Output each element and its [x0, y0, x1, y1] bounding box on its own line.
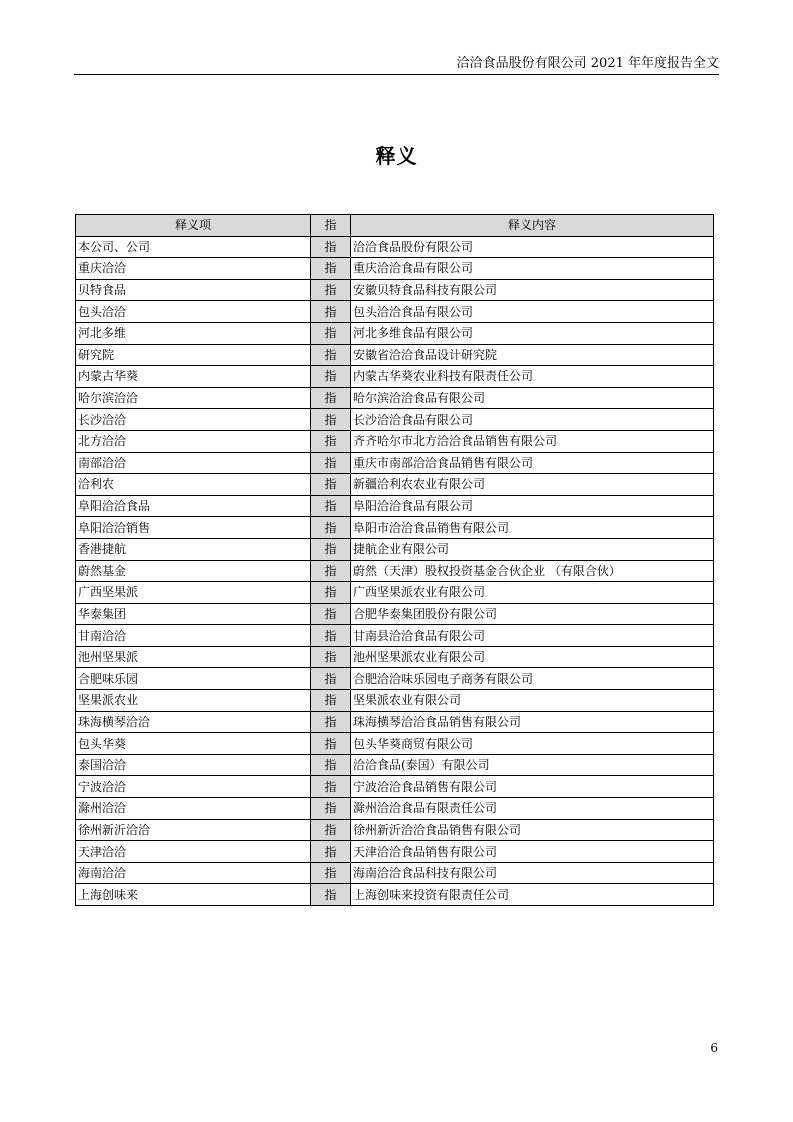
cell-term: 泰国洽洽 — [76, 754, 311, 776]
table-row — [76, 862, 714, 884]
cell-term: 蔚然基金 — [76, 560, 311, 582]
cell-ref: 指 — [311, 258, 351, 280]
cell-ref: 指 — [311, 798, 351, 820]
cell-ref: 指 — [311, 646, 351, 668]
table-row — [76, 560, 714, 582]
table-row — [76, 344, 714, 366]
cell-term: 天津洽洽 — [76, 841, 311, 863]
cell-ref: 指 — [311, 582, 351, 604]
cell-ref: 指 — [311, 733, 351, 755]
table-row — [76, 366, 714, 388]
cell-term: 广西坚果派 — [76, 582, 311, 604]
cell-ref: 指 — [311, 236, 351, 258]
cell-definition: 洽洽食品(泰国）有限公司 — [351, 754, 714, 776]
cell-ref: 指 — [311, 366, 351, 388]
cell-ref: 指 — [311, 754, 351, 776]
cell-definition: 蔚然（天津）股权投资基金合伙企业 （有限合伙） — [351, 560, 714, 582]
cell-term: 徐州新沂洽洽 — [76, 819, 311, 841]
cell-definition: 重庆洽洽食品有限公司 — [351, 258, 714, 280]
cell-definition: 池州坚果派农业有限公司 — [351, 646, 714, 668]
cell-definition: 宁波洽洽食品销售有限公司 — [351, 776, 714, 798]
cell-term: 洽利农 — [76, 474, 311, 496]
cell-ref: 指 — [311, 711, 351, 733]
table-row — [76, 387, 714, 409]
cell-ref: 指 — [311, 603, 351, 625]
table-row — [76, 603, 714, 625]
table-row — [76, 517, 714, 539]
cell-definition: 坚果派农业有限公司 — [351, 690, 714, 712]
cell-definition: 滁州洽洽食品有限责任公司 — [351, 798, 714, 820]
cell-ref: 指 — [311, 430, 351, 452]
cell-term: 香港捷航 — [76, 538, 311, 560]
table-row — [76, 668, 714, 690]
table-row — [76, 322, 714, 344]
table-row — [76, 690, 714, 712]
cell-definition: 河北多维食品有限公司 — [351, 322, 714, 344]
table-row — [76, 258, 714, 280]
running-header-title: 洽洽食品股份有限公司 2021 年年度报告全文 — [456, 56, 719, 71]
header-definition: 释义内容 — [351, 215, 714, 237]
definitions-table-header — [76, 215, 714, 237]
header-row — [76, 215, 714, 237]
cell-ref: 指 — [311, 819, 351, 841]
cell-definition: 重庆市南部洽洽食品销售有限公司 — [351, 452, 714, 474]
table-row — [76, 538, 714, 560]
table-row — [76, 430, 714, 452]
cell-ref: 指 — [311, 301, 351, 323]
cell-term: 本公司、公司 — [76, 236, 311, 258]
cell-term: 宁波洽洽 — [76, 776, 311, 798]
cell-term: 研究院 — [76, 344, 311, 366]
table-row — [76, 711, 714, 733]
cell-term: 包头华葵 — [76, 733, 311, 755]
cell-definition: 珠海横琴洽洽食品销售有限公司 — [351, 711, 714, 733]
cell-ref: 指 — [311, 884, 351, 906]
cell-ref: 指 — [311, 625, 351, 647]
cell-ref: 指 — [311, 517, 351, 539]
cell-ref: 指 — [311, 495, 351, 517]
cell-term: 贝特食品 — [76, 279, 311, 301]
cell-term: 坚果派农业 — [76, 690, 311, 712]
cell-term: 哈尔滨洽洽 — [76, 387, 311, 409]
cell-definition: 安徽省洽洽食品设计研究院 — [351, 344, 714, 366]
cell-term: 北方洽洽 — [76, 430, 311, 452]
table-row — [76, 776, 714, 798]
cell-term: 南部洽洽 — [76, 452, 311, 474]
cell-ref: 指 — [311, 322, 351, 344]
cell-ref: 指 — [311, 862, 351, 884]
cell-definition: 捷航企业有限公司 — [351, 538, 714, 560]
cell-definition: 广西坚果派农业有限公司 — [351, 582, 714, 604]
cell-definition: 阜阳洽洽食品有限公司 — [351, 495, 714, 517]
table-row — [76, 279, 714, 301]
cell-definition: 阜阳市洽洽食品销售有限公司 — [351, 517, 714, 539]
table-row — [76, 754, 714, 776]
running-header — [74, 54, 719, 75]
definitions-table-body — [76, 236, 714, 905]
page-title: 释义 — [375, 144, 418, 168]
table-row — [76, 625, 714, 647]
cell-term: 长沙洽洽 — [76, 409, 311, 431]
cell-definition: 上海创味来投资有限责任公司 — [351, 884, 714, 906]
table-row — [76, 819, 714, 841]
cell-ref: 指 — [311, 452, 351, 474]
cell-ref: 指 — [311, 474, 351, 496]
cell-term: 合肥味乐园 — [76, 668, 311, 690]
cell-definition: 新疆洽利农农业有限公司 — [351, 474, 714, 496]
table-row — [76, 798, 714, 820]
cell-term: 阜阳洽洽食品 — [76, 495, 311, 517]
cell-definition: 长沙洽洽食品有限公司 — [351, 409, 714, 431]
cell-term: 内蒙古华葵 — [76, 366, 311, 388]
cell-definition: 洽洽食品股份有限公司 — [351, 236, 714, 258]
table-row — [76, 495, 714, 517]
cell-ref: 指 — [311, 538, 351, 560]
cell-ref: 指 — [311, 387, 351, 409]
cell-ref: 指 — [311, 560, 351, 582]
cell-term: 上海创味来 — [76, 884, 311, 906]
cell-term: 滁州洽洽 — [76, 798, 311, 820]
cell-term: 河北多维 — [76, 322, 311, 344]
table-row — [76, 452, 714, 474]
table-row — [76, 301, 714, 323]
table-row — [76, 409, 714, 431]
page-number: 6 — [710, 1041, 718, 1055]
cell-ref: 指 — [311, 279, 351, 301]
header-term: 释义项 — [76, 215, 311, 237]
cell-definition: 合肥华泰集团股份有限公司 — [351, 603, 714, 625]
table-row — [76, 582, 714, 604]
cell-term: 阜阳洽洽销售 — [76, 517, 311, 539]
table-row — [76, 236, 714, 258]
cell-term: 海南洽洽 — [76, 862, 311, 884]
table-row — [76, 884, 714, 906]
table-row — [76, 646, 714, 668]
cell-definition: 安徽贝特食品科技有限公司 — [351, 279, 714, 301]
table-row — [76, 841, 714, 863]
cell-definition: 齐齐哈尔市北方洽洽食品销售有限公司 — [351, 430, 714, 452]
cell-term: 珠海横琴洽洽 — [76, 711, 311, 733]
cell-term: 华泰集团 — [76, 603, 311, 625]
cell-ref: 指 — [311, 776, 351, 798]
cell-term: 池州坚果派 — [76, 646, 311, 668]
cell-definition: 合肥洽洽味乐园电子商务有限公司 — [351, 668, 714, 690]
cell-definition: 内蒙古华葵农业科技有限责任公司 — [351, 366, 714, 388]
header-ref: 指 — [311, 215, 351, 237]
cell-definition: 天津洽洽食品销售有限公司 — [351, 841, 714, 863]
cell-ref: 指 — [311, 344, 351, 366]
cell-term: 包头洽洽 — [76, 301, 311, 323]
cell-definition: 包头洽洽食品有限公司 — [351, 301, 714, 323]
table-row — [76, 733, 714, 755]
cell-ref: 指 — [311, 409, 351, 431]
cell-ref: 指 — [311, 668, 351, 690]
cell-definition: 甘南县洽洽食品有限公司 — [351, 625, 714, 647]
cell-ref: 指 — [311, 841, 351, 863]
cell-definition: 包头华葵商贸有限公司 — [351, 733, 714, 755]
cell-definition: 徐州新沂洽洽食品销售有限公司 — [351, 819, 714, 841]
table-row — [76, 474, 714, 496]
cell-term: 甘南洽洽 — [76, 625, 311, 647]
cell-definition: 哈尔滨洽洽食品有限公司 — [351, 387, 714, 409]
cell-ref: 指 — [311, 690, 351, 712]
cell-term: 重庆洽洽 — [76, 258, 311, 280]
cell-definition: 海南洽洽食品科技有限公司 — [351, 862, 714, 884]
definitions-table — [75, 214, 714, 906]
